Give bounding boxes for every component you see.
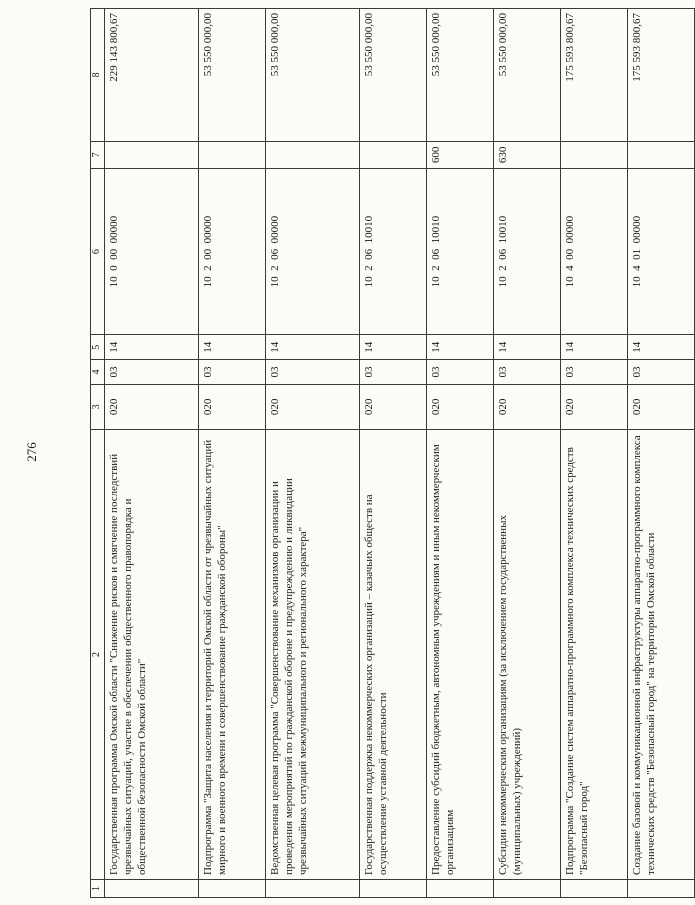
rotated-page-area	[90, 8, 658, 898]
table-row	[628, 9, 695, 898]
section-code-cell: 03	[561, 360, 628, 385]
expense-type-cell	[561, 141, 628, 168]
subsection-code-cell: 14	[105, 335, 199, 360]
subsection-code-cell: 14	[427, 335, 494, 360]
admin-code-cell: 020	[199, 384, 266, 429]
section-code-cell: 03	[494, 360, 561, 385]
budget-table	[90, 8, 695, 898]
row-index-cell	[427, 880, 494, 898]
row-name-cell: Подпрограмма "Создание систем аппаратно-программного комплекса технических средств "Безопасный город"	[561, 429, 628, 879]
row-name-cell: Субсидии некоммерческим организациям (за исключением государственных (муниципальных) учреждений)	[494, 429, 561, 879]
admin-code-cell: 020	[105, 384, 199, 429]
header-col-1: 1	[91, 880, 105, 898]
row-index-cell	[628, 880, 695, 898]
expense-type-cell	[199, 141, 266, 168]
target-article-cell: 10 4 01 00000	[628, 168, 695, 335]
section-code-cell: 03	[105, 360, 199, 385]
subsection-code-cell: 14	[266, 335, 360, 360]
row-index-cell	[105, 880, 199, 898]
target-article-cell: 10 0 00 00000	[105, 168, 199, 335]
row-name-cell: Предоставление субсидий бюджетным, автономным учреждениям и иным некоммерческим организациям	[427, 429, 494, 879]
table-row	[266, 9, 360, 898]
page-number: 276	[24, 442, 39, 462]
table-row	[494, 9, 561, 898]
target-article-cell: 10 2 06 10010	[360, 168, 427, 335]
section-code-cell: 03	[427, 360, 494, 385]
admin-code-cell: 020	[360, 384, 427, 429]
row-index-cell	[199, 880, 266, 898]
table-row	[199, 9, 266, 898]
table-row	[105, 9, 199, 898]
subsection-code-cell: 14	[199, 335, 266, 360]
target-article-cell: 10 2 00 00000	[199, 168, 266, 335]
header-col-7: 7	[91, 141, 105, 168]
header-col-5: 5	[91, 335, 105, 360]
row-index-cell	[494, 880, 561, 898]
row-index-cell	[360, 880, 427, 898]
amount-cell: 229 143 800,67	[105, 9, 199, 142]
amount-cell: 53 550 000,00	[360, 9, 427, 142]
row-name-cell: Государственная программа Омской области "Снижение рисков и смягчение последствий чрезвычайных ситуаций, участие в обеспечении общественного правопорядка и общественной безопасности Омской области"	[105, 429, 199, 879]
amount-cell: 53 550 000,00	[199, 9, 266, 142]
header-col-8: 8	[91, 9, 105, 142]
admin-code-cell: 020	[266, 384, 360, 429]
expense-type-cell: 630	[494, 141, 561, 168]
header-col-3: 3	[91, 384, 105, 429]
section-code-cell: 03	[199, 360, 266, 385]
expense-type-cell: 600	[427, 141, 494, 168]
row-name-cell: Создание базовой и коммуникационной инфраструктуры аппаратно-программного комплекса технических средств "Безопасный город" на территории Омской области	[628, 429, 695, 879]
header-col-2: 2	[91, 429, 105, 879]
expense-type-cell	[105, 141, 199, 168]
table-row	[427, 9, 494, 898]
target-article-cell: 10 2 06 10010	[427, 168, 494, 335]
amount-cell: 53 550 000,00	[494, 9, 561, 142]
admin-code-cell: 020	[494, 384, 561, 429]
row-index-cell	[561, 880, 628, 898]
header-col-6: 6	[91, 168, 105, 335]
subsection-code-cell: 14	[360, 335, 427, 360]
budget-table-container	[90, 8, 658, 898]
table-row	[360, 9, 427, 898]
header-row	[91, 9, 105, 898]
expense-type-cell	[266, 141, 360, 168]
admin-code-cell: 020	[628, 384, 695, 429]
admin-code-cell: 020	[427, 384, 494, 429]
amount-cell: 175 593 800,67	[561, 9, 628, 142]
section-code-cell: 03	[628, 360, 695, 385]
target-article-cell: 10 4 00 00000	[561, 168, 628, 335]
subsection-code-cell: 14	[494, 335, 561, 360]
section-code-cell: 03	[360, 360, 427, 385]
target-article-cell: 10 2 06 00000	[266, 168, 360, 335]
expense-type-cell	[628, 141, 695, 168]
expense-type-cell	[360, 141, 427, 168]
row-name-cell: Подпрограмма "Защита населения и территорий Омской области от чрезвычайных ситуаций мирного и военного времени и совершенствование гражданской обороны"	[199, 429, 266, 879]
subsection-code-cell: 14	[561, 335, 628, 360]
row-name-cell: Ведомственная целевая программа "Совершенствование механизмов организации и проведения мероприятий по гражданской обороне и предупреждению и ликвидации чрезвычайных ситуаций межмуниципального и регионального характера"	[266, 429, 360, 879]
amount-cell: 53 550 000,00	[427, 9, 494, 142]
row-name-cell: Государственная поддержка некоммерческих организаций – казачьих обществ на осуществление уставной деятельности	[360, 429, 427, 879]
section-code-cell: 03	[266, 360, 360, 385]
header-col-4: 4	[91, 360, 105, 385]
target-article-cell: 10 2 06 10010	[494, 168, 561, 335]
amount-cell: 53 550 000,00	[266, 9, 360, 142]
admin-code-cell: 020	[561, 384, 628, 429]
amount-cell: 175 593 800,67	[628, 9, 695, 142]
table-row	[561, 9, 628, 898]
row-index-cell	[266, 880, 360, 898]
subsection-code-cell: 14	[628, 335, 695, 360]
